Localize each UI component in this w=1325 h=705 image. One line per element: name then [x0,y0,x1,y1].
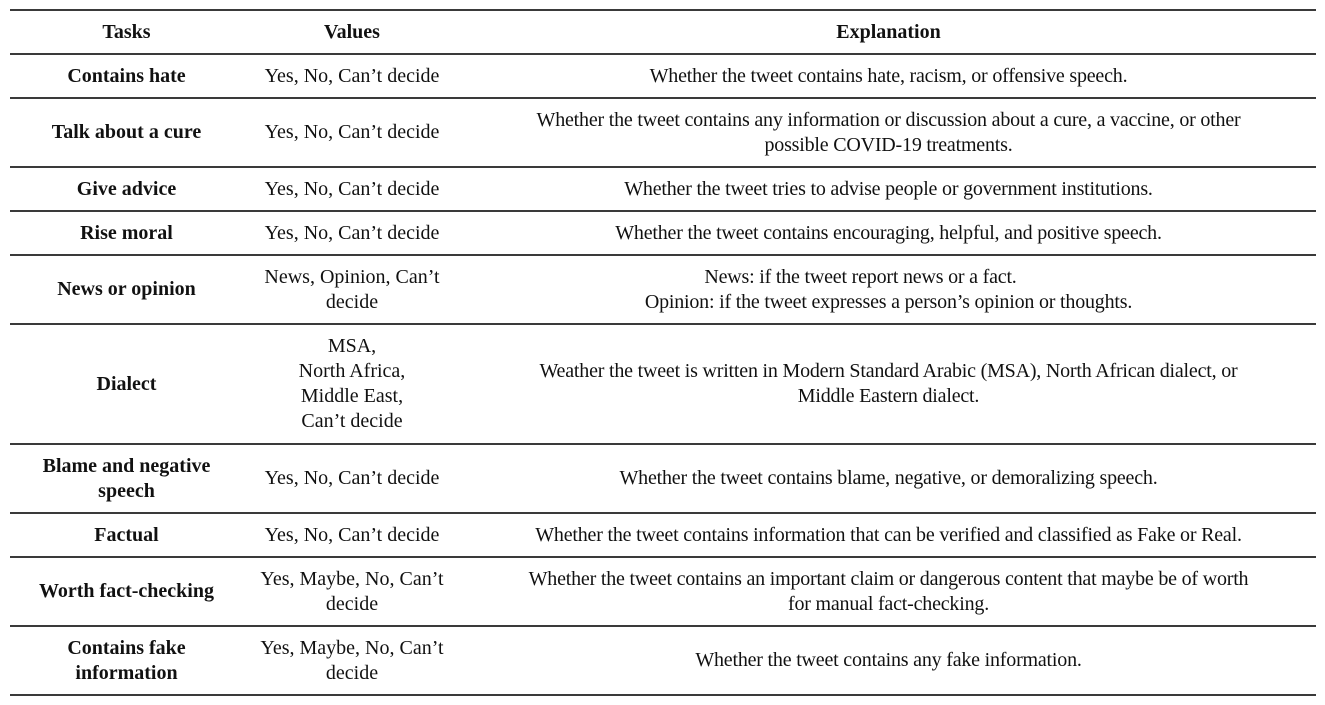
explanation-cell [461,98,1316,167]
task-cell [10,211,243,255]
header-explanation: Explanation [461,10,1316,54]
task-label: News or opinion [57,278,196,300]
table-row [10,167,1316,211]
task-cell [10,98,243,167]
task-label: Contains hate [67,64,186,87]
explanation-cell [461,626,1316,695]
task-label: speech [98,479,155,502]
explanation-text: Whether the tweet tries to advise people or government institutions. [624,177,1153,200]
task-label: Contains fake [67,636,186,659]
values-text: Middle East, [300,385,404,407]
header-values: Values [243,10,461,54]
table-row [10,324,1316,444]
table-row [10,444,1316,513]
values-cell [243,513,461,557]
values-text: decide [325,661,379,684]
task-label: Factual [94,523,159,546]
explanation-text: Whether the tweet contains encouraging, helpful, and positive speech. [615,221,1162,244]
values-cell [243,557,461,626]
explanation-text: Whether the tweet contains an important claim or dangerous content that maybe be of worth [528,567,1249,590]
values-text: Yes, Maybe, No, Can’t [260,567,444,590]
table-row [10,98,1316,167]
table-row [10,513,1316,557]
task-label: Talk about a cure [51,121,202,143]
task-label: information [75,661,178,684]
values-text: decide [325,592,379,615]
task-label: Blame and negative [42,454,211,477]
explanation-cell [461,444,1316,513]
annotation-tasks-table [10,9,1316,696]
explanation-text: Whether the tweet contains hate, racism, or offensive speech. [649,64,1128,87]
values-text: North Africa, [298,360,406,382]
header-tasks: Tasks [10,10,243,54]
table-row [10,211,1316,255]
explanation-cell [461,167,1316,211]
header-row [10,10,1316,54]
explanation-text: for manual fact-checking. [787,592,989,615]
task-cell [10,324,243,444]
explanation-text: Opinion: if the tweet expresses a person’s opinion or thoughts. [644,290,1133,313]
values-cell [243,324,461,444]
values-text: MSA, [327,335,377,357]
values-cell [243,98,461,167]
task-cell [10,557,243,626]
values-cell [243,626,461,695]
explanation-cell [461,513,1316,557]
explanation-cell [461,54,1316,98]
explanation-text: Middle Eastern dialect. [797,385,980,407]
values-text: Yes, Maybe, No, Can’t [260,636,444,659]
values-text: Yes, No, Can’t decide [264,64,440,87]
explanation-cell [461,255,1316,324]
values-cell [243,211,461,255]
values-cell [243,255,461,324]
task-label: Worth fact-checking [39,580,214,602]
table-row [10,557,1316,626]
explanation-cell [461,211,1316,255]
task-cell [10,444,243,513]
values-text: Yes, No, Can’t decide [264,523,440,546]
task-label: Dialect [96,372,157,395]
task-cell [10,513,243,557]
values-text: decide [325,290,379,313]
values-text: News, Opinion, Can’t [264,265,440,288]
explanation-text: News: if the tweet report news or a fact. [704,265,1017,288]
explanation-text: Whether the tweet contains information that can be verified and classified as Fake or Real. [535,523,1242,546]
task-cell [10,626,243,695]
table-row [10,255,1316,324]
explanation-text: Whether the tweet contains any information or discussion about a cure, a vaccine, or other [536,108,1241,131]
explanation-text: possible COVID-19 treatments. [764,133,1013,156]
task-cell [10,54,243,98]
task-label: Give advice [76,177,177,200]
explanation-text: Whether the tweet contains blame, negative, or demoralizing speech. [619,467,1158,489]
values-text: Yes, No, Can’t decide [264,467,440,489]
values-cell [243,444,461,513]
task-cell [10,255,243,324]
explanation-text: Whether the tweet contains any fake information. [695,649,1082,671]
values-cell [243,54,461,98]
task-label: Rise moral [80,221,173,244]
explanation-cell [461,557,1316,626]
values-text: Yes, No, Can’t decide [264,221,440,244]
values-cell [243,167,461,211]
values-text: Yes, No, Can’t decide [264,177,440,200]
values-text: Can’t decide [301,410,403,432]
task-cell [10,167,243,211]
explanation-text: Weather the tweet is written in Modern Standard Arabic (MSA), North African dialect, or [539,360,1238,382]
table-row [10,626,1316,695]
explanation-cell [461,324,1316,444]
values-text: Yes, No, Can’t decide [264,121,440,143]
table-row [10,54,1316,98]
